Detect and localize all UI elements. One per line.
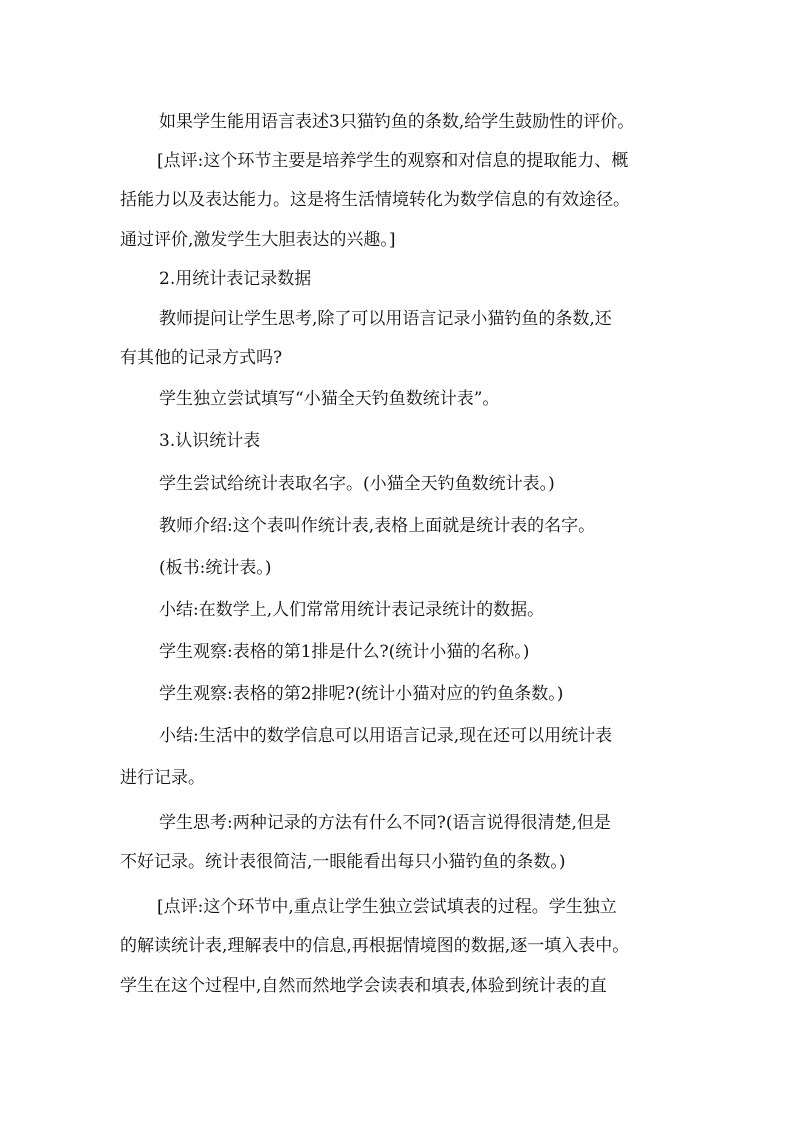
comment-line: [点评:这个环节主要是培养学生的观察和对信息的提取能力、概: [157, 151, 629, 171]
paragraph-line: 有其他的记录方式吗?: [120, 348, 283, 368]
paragraph-line: 不好记录。统计表很简洁,一眼能看出每只小猫钓鱼的条数。): [120, 852, 566, 872]
paragraph-line: 小结:在数学上,人们常常用统计表记录统计的数据。: [159, 600, 545, 620]
paragraph-line: 进行记录。: [120, 768, 205, 788]
paragraph-line: 学生尝试给统计表取名字。(小猫全天钓鱼数统计表。): [159, 474, 555, 494]
comment-line: [点评:这个环节中,重点让学生独立尝试填表的过程。学生独立: [157, 897, 617, 917]
paragraph-line: (板书:统计表。): [159, 558, 272, 578]
comment-line: 学生在这个过程中,自然而然地学会读表和填表,体验到统计表的直: [120, 976, 607, 996]
paragraph-line: 教师介绍:这个表叫作统计表,表格上面就是统计表的名字。: [159, 516, 596, 536]
paragraph-line: 学生观察:表格的第1排是什么?(统计小猫的名称。): [159, 642, 530, 662]
comment-line: 的解读统计表,理解表中的信息,再根据情境图的数据,逐一填入表中。: [120, 936, 630, 956]
paragraph-line: 学生观察:表格的第2排呢?(统计小猫对应的钓鱼条数。): [159, 684, 564, 704]
paragraph-line: 教师提问让学生思考,除了可以用语言记录小猫钓鱼的条数,还: [159, 309, 612, 329]
section-heading: 2.用统计表记录数据: [159, 269, 312, 289]
paragraph-line: 如果学生能用语言表述3只猫钓鱼的条数,给学生鼓励性的评价。: [159, 112, 635, 132]
paragraph-line: 学生独立尝试填写“小猫全天钓鱼数统计表”。: [159, 389, 500, 409]
comment-line: 通过评价,激发学生大胆表达的兴趣。]: [120, 230, 396, 250]
comment-line: 括能力以及表达能力。这是将生活情境转化为数学信息的有效途径。: [120, 190, 630, 210]
paragraph-line: 小结:生活中的数学信息可以用语言记录,现在还可以用统计表: [159, 726, 613, 746]
paragraph-line: 学生思考:两种记录的方法有什么不同?(语言说得很清楚,但是: [159, 813, 611, 833]
section-heading: 3.认识统计表: [159, 431, 261, 451]
